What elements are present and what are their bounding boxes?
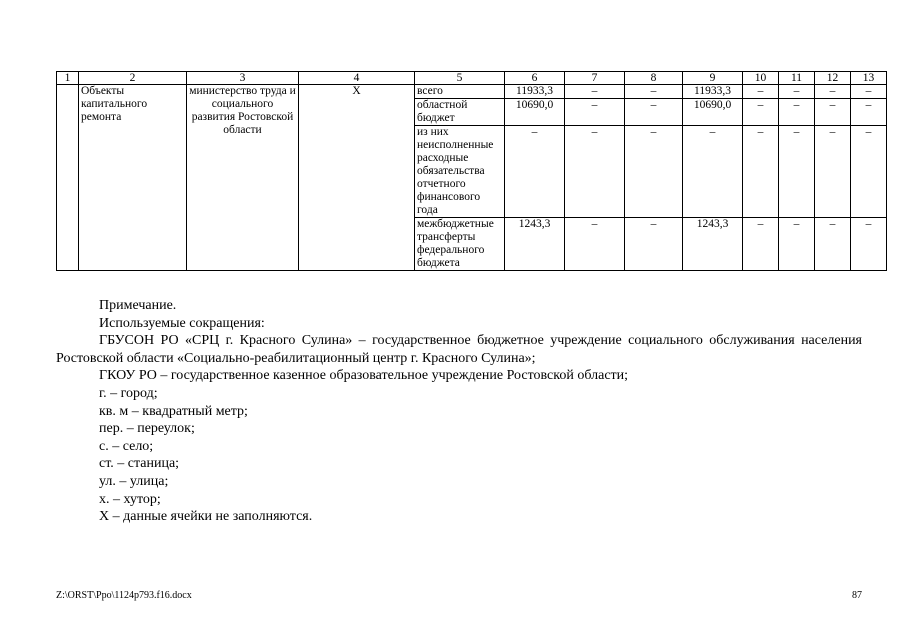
abbreviation-item: ГКОУ РО – государственное казенное образовательное учреждение Ростовской области; (99, 368, 629, 384)
col-header: 5 (415, 72, 505, 85)
funding-source-cell: областной бюджет (415, 99, 505, 126)
abbreviation-item: пер. – переулок; (99, 421, 195, 437)
col-header: 10 (743, 72, 779, 85)
table-cell: 11933,3 (505, 85, 565, 99)
table-cell: – (565, 126, 625, 218)
table-cell: – (815, 218, 851, 271)
table-cell: – (851, 99, 887, 126)
ministry-cell: министерство труда и социального развития Ростовской области (187, 85, 299, 271)
abbreviation-item: ст. – станица; (99, 456, 180, 472)
abbreviation-item: х. – хутор; (99, 491, 161, 507)
notes-subtitle: Используемые сокращения: (99, 315, 265, 331)
col-header: 8 (625, 72, 683, 85)
page-number: 87 (852, 590, 862, 601)
table-cell: – (565, 99, 625, 126)
empty-mark-cell: Х (299, 85, 415, 271)
col-header: 6 (505, 72, 565, 85)
col-header: 13 (851, 72, 887, 85)
col-header: 12 (815, 72, 851, 85)
abbreviation-item: ГБУСОН РО «СРЦ г. Красного Сулина» – государственное бюджетное учреждение социального обслуживания населения Ростовской области «Социально-реабилитационный центр г. Красного Сулина»; (56, 333, 862, 366)
col-header: 7 (565, 72, 625, 85)
table-cell: – (743, 85, 779, 99)
table-cell: – (743, 218, 779, 271)
table-cell: – (625, 99, 683, 126)
col-header: 9 (683, 72, 743, 85)
abbreviation-item: Х – данные ячейки не заполняются. (99, 509, 313, 525)
file-path: Z:\ORST\Ppo\1124p793.f16.docx (56, 590, 192, 601)
budget-table (56, 71, 887, 271)
abbreviation-item: кв. м – квадратный метр; (99, 403, 248, 419)
table-cell: – (625, 218, 683, 271)
funding-source-cell: из них неисполненные расходные обязательства отчетного финансового года (415, 126, 505, 218)
table-row (57, 85, 887, 99)
table-cell: – (779, 218, 815, 271)
col-header: 2 (79, 72, 187, 85)
abbreviation-item: г. – город; (99, 385, 158, 401)
abbreviation-item: ул. – улица; (99, 473, 169, 489)
table-cell: – (683, 126, 743, 218)
table-cell: 11933,3 (683, 85, 743, 99)
notes-section (56, 297, 862, 526)
table-cell: – (505, 126, 565, 218)
col-header: 11 (779, 72, 815, 85)
funding-source-cell: межбюджетные трансферты федерального бюджета (415, 218, 505, 271)
table-cell: 1243,3 (505, 218, 565, 271)
table-cell: – (565, 218, 625, 271)
table-cell: – (779, 85, 815, 99)
table-cell: – (565, 85, 625, 99)
table-cell: – (743, 99, 779, 126)
col-header: 4 (299, 72, 415, 85)
table-cell: 10690,0 (683, 99, 743, 126)
table-cell: – (625, 85, 683, 99)
table-cell (57, 85, 79, 271)
table-cell: – (851, 218, 887, 271)
table-cell: – (851, 126, 887, 218)
funding-source-cell: всего (415, 85, 505, 99)
table-cell: – (779, 99, 815, 126)
table-cell: 10690,0 (505, 99, 565, 126)
table-cell: – (851, 85, 887, 99)
object-name-cell: Объекты капитального ремонта (79, 85, 187, 271)
notes-title: Примечание. (99, 298, 177, 313)
table-cell: – (815, 99, 851, 126)
table-cell: 1243,3 (683, 218, 743, 271)
abbreviation-item: с. – село; (99, 438, 154, 454)
table-header-row (57, 72, 887, 85)
table-cell: – (815, 126, 851, 218)
table-cell: – (625, 126, 683, 218)
table-cell: – (779, 126, 815, 218)
table-cell: – (743, 126, 779, 218)
table-cell: – (815, 85, 851, 99)
col-header: 3 (187, 72, 299, 85)
col-header: 1 (57, 72, 79, 85)
